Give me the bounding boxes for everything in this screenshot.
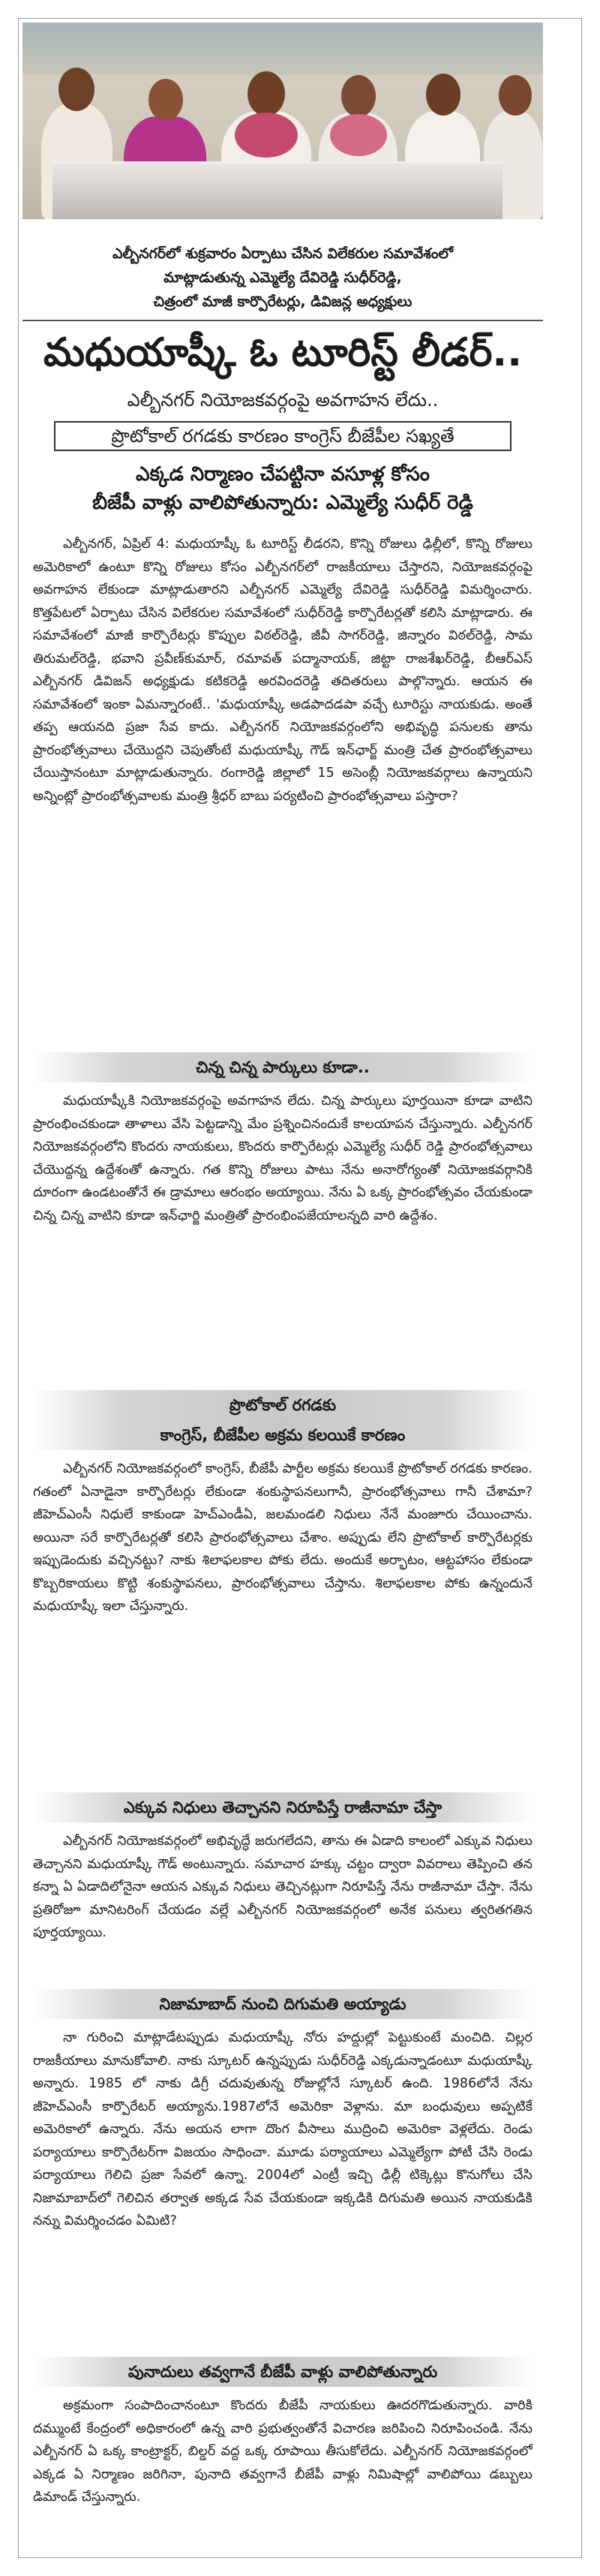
paragraph-6: అక్రమంగా సంపాదించానంటూ కొందరు బీజేపీ నాయకులు ఊదరగొడుతున్నారు. వారికి దమ్ముంటే కేంద్రంలో అధికారంలో ఉన్న వారి ప్రభుత్వంతోనే విచారణ జరిపించి నిరూపించండి. నేను ఎల్బీనగర్ ఏ ఒక్క కాంట్రాక్టర్, బిల్డర్ వద్ద ఒక్క రూపాయి తీసుకోలేదు. ఎల్బీనగర్ నియోజకవర్గంలో ఎక్కడ ఏ నిర్మాణం జరిగినా, పునాది తవ్వగానే బీజేపీ వాళ్లు నిమిషాల్లో వాలిపోయి డబ్బులు డిమాండ్ చేస్తున్నారు.	[33, 2398, 532, 2505]
section-head-bjp: పునాదులు తవ్వగానే బీజేపీ వాళ్లు వాలిపోతున్నారు	[33, 2357, 532, 2387]
person-1-head	[58, 68, 94, 111]
person-2-head	[148, 79, 183, 121]
paragraph-2: మధుయాష్కీకి నియోజకవర్గంపై అవగాహన లేదు. చిన్న పార్కులు పూర్తయినా కూడా వాటిని ప్రారంభించకుండా తాళాలు వేసి పెట్టడాన్ని మేం ప్రశ్నించినందుకే కాలయాపన చేస్తున్నారు. ఎల్బీనగర్ నియోజకవర్గంలోని కొందరు నాయకులు, కొందరు కార్పొరేటర్లు ఎమ్మెల్యే సుధీర్ రెడ్డి ప్రారంభోత్సవాలు చేయొద్దన్న ఉద్దేశంతో ఉన్నారు. గత కొన్ని రోజులు పాటు నేను అనారోగ్యంతో నియోజకవర్గానికి దూరంగా ఉండటంతోనే ఈ డ్రామాలు ఆరంభం అయ్యాయి. నేను ఏ ఒక్క ప్రారంభోత్సవం చేయకుండా చిన్న చిన్న వాటిని కూడా ఇన్‌ఛార్జి మంత్రితో ప్రారంభింపజేయాలన్నది వారి ఉద్దేశం.	[33, 1094, 532, 1223]
caption-line-2: మాట్లాడుతున్న ఎమ్మెల్యే దేవిరెడ్డి సుధీర్‌రెడ్డి,	[164, 269, 402, 286]
photo-caption	[22, 242, 543, 314]
caption-line-1: ఎల్బీనగర్‌లో శుక్రవారం ఏర్పాటు చేసిన విలేకరుల సమావేశంలో	[112, 245, 454, 262]
paragraph-4: ఎల్బీనగర్ నియోజకవర్గంలో అభివృద్ధే జరుగలేదని, తాను ఈ ఏడాది కాలంలో ఎక్కువ నిధులు తెచ్చానని మధుయాష్కీ గౌడ్ అంటున్నారు. సమాచార హక్కు చట్టం ద్వారా వివరాలు తెప్పించి తన కన్నా ఏ ఏడాదిలోనైనా ఆయన ఎక్కువ నిధులు తెచ్చినట్లుగా నిరూపిస్తే నేను రాజీనామా చేస్తా. నేను ప్రతిరోజూ మానిటరింగ్ చేయడం వల్లే ఎల్బీనగర్ నియోజకవర్గంలో అనేక పనులు త్వరితగతిన పూర్తయ్యాయి.	[33, 1834, 532, 1940]
person-6-head	[499, 75, 532, 116]
section-head-resign: ఎక్కువ నిధులు తెచ్చానని నిరూపిస్తే రాజీనామా చేస్తా	[33, 1792, 532, 1822]
paragraph-1: ఎల్బీనగర్, ఏప్రిల్ 4: మధుయాష్కీ ఓ టూరిస్ట్ లీడరని, కొన్ని రోజులు ఢిల్లీలో, కొన్ని రోజులు అమెరికాలో ఉంటూ కొన్ని రోజులు కోసం ఎల్బీనగర్‌లో రాజకీయాలు చేస్తారని, నియోజకవర్గంపై అవగాహన లేకుండా మాట్లాడుతారని ఎల్బీనగర్ ఎమ్మెల్యే దేవిరెడ్డి సుధీర్‌రెడ్డి విమర్శించారు. కొత్తపేటలో ఏర్పాటు చేసిన విలేకరుల సమావేశంలో సుధీర్‌రెడ్డి కార్పొరేటర్లతో కలిసి మాట్లాడారు. ఈ సమావేశంలో మాజీ కార్పొరేటర్లు కొప్పుల విఠల్‌రెడ్డి, జీవీ సాగర్‌రెడ్డి, జిన్నారం విఠల్‌రెడ్డి, సామ తిరుమల్‌రెడ్డి, భవాని ప్రవీణ్‌కుమార్, రమావత్ పద్మానాయక్, జిట్టా రాజశేఖర్‌రెడ్డి, బీఆర్ఎస్ ఎల్బీనగర్ డివిజన్ అధ్యక్షుడు కటికరెడ్డి అరవిందరెడ్డి తదితరులు పాల్గొన్నారు. ఆయన ఈ సమావేశంలో ఇంకా ఏమన్నారంటే.. 'మధుయాష్కీ అడపాదడపా వచ్చే టూరిస్టు నాయకుడు. అంతే తప్ప ఆయనది ప్రజా సేవ కాదు. ఎల్బీనగర్ నియోజకవర్గంలోని అభివృద్ధి పనులకు తాను ప్రారంభోత్సవాలు చేయొద్దని చెపుతోంటే మధుయాష్కీ గౌడ్ ఇన్‌ఛార్జ్ మంత్రి చేత ప్రారంభోత్సవాలు చేయిస్తానంటూ మాట్లాడుతున్నారు. రంగారెడ్డి జిల్లాలో 15 అసెంబ్లీ నియోజకవర్గాలు ఉన్నాయని అన్నింట్లో ప్రారంభోత్సవాలకు మంత్రి శ్రీధర్ బాబు పర్యటించి ప్రారంభోత్సవాలు పస్తారా?	[33, 537, 532, 804]
section-head-parks: చిన్న చిన్న పార్కులు కూడా..	[33, 1052, 532, 1082]
person-3-garland	[235, 113, 298, 158]
paragraph-5: నా గురించి మాట్లాడేటప్పుడు మధుయాష్కీ నోరు హద్దుల్లో పెట్టుకుంటే మంచిది. చిల్లర రాజకీయాలు మానుకోవాలి. నాకు స్కూటర్ ఉన్నప్పుడు సుధీర్‌రెడ్డి ఎక్కడున్నాడంటూ మధుయాష్కీ అన్నారు. 1985 లో నాకు డిగ్రీ చదువుతున్న రోజుల్లోనే స్కూటర్ ఉంది. 1986లోనే నేను జీహెచ్ఎంసీ కార్పొరేటర్ అయ్యాను.1987లోనే అమెరికా వెళ్లాను. మా బంధువులు అప్పటికే అమెరికాలో ఉన్నారు. నేను అయన లాగా దొంగ వీసాలు ముద్రించి అమెరికా వెళ్లలేదు. రెండు పర్యాయాలు కార్పొరేటర్‌గా విజయం సాధించా. మూడు పర్యాయాలు ఎమ్మెల్యేగా పోటీ చేసి రెండు పర్యాయాలు గెలిచి ప్రజా సేవలో ఉన్నా. 2004లో ఎంట్రీ ఇచ్చి ఢిల్లీ టిక్కెట్లు కొనుగోలు చేసి నిజామాబాద్‌లో గెలిచిన తర్వాత అక్కడ సేవ చేయకుండా ఇక్కడికి దిగుమతి అయిన నాయకుడికి నన్ను విమర్శించడం ఏమిటి?	[33, 2030, 532, 2228]
person-5-head	[426, 74, 460, 116]
subhead-3b: బీజేపీ వాళ్లు వాలిపోతున్నారు: ఎమ్మెల్యే సుధీర్ రెడ్డి	[92, 492, 473, 514]
person-3-head	[248, 71, 285, 116]
person-4-garland	[330, 114, 387, 156]
headline: మధుయాష్కీ ఓ టూరిస్ట్ లీడర్..	[44, 330, 522, 375]
section-head-protocol-1: ప్రొటోకాల్ రగడకు	[33, 1390, 532, 1420]
caption-line-3: చిత్రంలో మాజీ కార్పొరేటర్లు, డివిజన్ల అధ్యక్షులు	[153, 293, 412, 310]
subhead-1: ఎల్బీనగర్ నియోజకవర్గంపై అవగాహన లేదు..	[127, 390, 439, 411]
section-head-protocol-2: కాంగ్రెస్, బీజేపీల అక్రమ కలయికే కారణం	[33, 1420, 532, 1450]
section-head-nizamabad: నిజామాబాద్ నుంచి దిగుమతి అయ్యాడు	[33, 1989, 532, 2019]
person-4-head	[341, 75, 376, 117]
photo-backdrop	[22, 23, 543, 75]
subhead-2: ప్రొటోకాల్ రగడకు కారణం కాంగ్రెస్ బీజేపీల సఖ్యతే	[54, 421, 512, 451]
caption-divider	[22, 320, 543, 321]
subhead-3a: ఎక్కడ నిర్మాణం చేపట్టినా వసూళ్ల కోసం	[136, 463, 430, 486]
paragraph-3: ఎల్బీనగర్ నియోజకవర్గంలో కాంగ్రెస్, బీజేపీ పార్టీల అక్రమ కలయికే ప్రొటోకాల్ రగడకు కారణం. గతంలో ఏనాడైనా కార్పొరేటర్లు లేకుండా శంకుస్థాపనలుగానీ, ప్రారంభోత్సవాలు గానీ చేశామా? జీహెచ్ఎంసీ నిధులే కాకుండా హెచ్ఎండీఏ, జలమండలి నిధులు నేనే మంజూరు చేయించాను. అయినా సరే కార్పొరేటర్లతో కలిసి ప్రారంభోత్సవాలు చేశాం. అప్పుడు లేని ప్రొటోకాల్ కార్పొరేటర్లకు ఇప్పుడెందుకు వచ్చినట్టు? నాకు శిలాఫలకాల పోకు లేదు. అందుకే అర్భాటం, ఆట్టహాసం లేకుండా కొబ్బరికాయలు కొట్టి శంకుస్థాపనలు, ప్రారంభోత్సవాలు చేస్తాను. శిలాఫలకాల పోకు ఉన్నందునే మధుయాష్కీ ఇలా చేస్తున్నారు.	[33, 1461, 532, 1614]
group-photo	[22, 23, 543, 219]
photo-table	[52, 161, 502, 219]
